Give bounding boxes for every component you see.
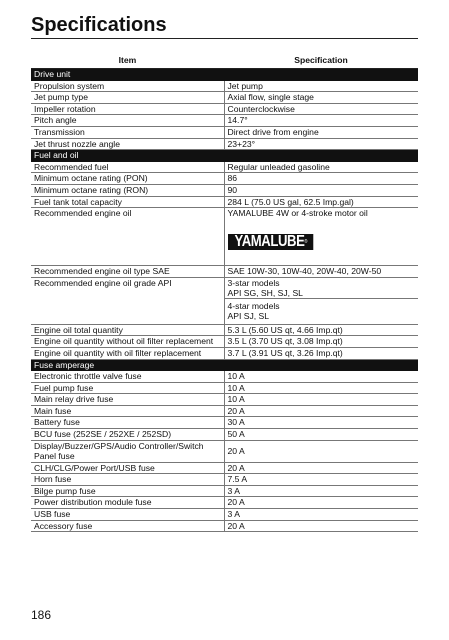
section-title: Fuse amperage (31, 359, 418, 371)
table-row (31, 115, 418, 127)
table-row (31, 196, 418, 208)
spec-item: Main fuse (31, 405, 224, 417)
oil-grade-line: 3-star models (227, 277, 280, 288)
spec-value-oil-grade (224, 277, 418, 324)
spec-value: YAMALUBE 4W or 4-stroke motor oil (227, 208, 368, 219)
table-row (31, 462, 418, 474)
spec-item-display-fuse (31, 440, 224, 462)
spec-item: Fuel pump fuse (31, 382, 224, 394)
table-row (31, 429, 418, 441)
table-row (31, 509, 418, 521)
spec-value: Counterclockwise (224, 103, 418, 115)
table-row (31, 394, 418, 406)
spec-item: Impeller rotation (31, 103, 224, 115)
table-row-oil-grade (31, 277, 418, 324)
oil-grade-line: 4-star models (227, 300, 280, 311)
spec-item: Transmission (31, 126, 224, 138)
table-row (31, 405, 418, 417)
section-title: Drive unit (31, 69, 418, 81)
table-row (31, 184, 418, 196)
table-row (31, 80, 418, 92)
spec-value: 86 (224, 173, 418, 185)
spec-value: 14.7° (224, 115, 418, 127)
spec-item: Power distribution module fuse (31, 497, 224, 509)
spec-item: Propulsion system (31, 80, 224, 92)
table-row (31, 382, 418, 394)
spec-item: Recommended engine oil grade API (31, 277, 224, 324)
oil-grade-3star (225, 278, 419, 299)
spec-item: Battery fuse (31, 417, 224, 429)
spec-value: 3 A (224, 485, 418, 497)
spec-value: 5.3 L (5.60 US qt, 4.66 Imp.qt) (224, 324, 418, 336)
table-row-engine-oil (31, 208, 418, 266)
spec-value: 10 A (224, 394, 418, 406)
spec-item: Jet thrust nozzle angle (31, 138, 224, 150)
spec-item: Recommended engine oil (31, 208, 224, 266)
spec-item: USB fuse (31, 509, 224, 521)
table-row (31, 173, 418, 185)
section-drive-unit (31, 69, 418, 81)
spec-item: Jet pump type (31, 92, 224, 104)
yamalube-logo-text: YAMALUBE (234, 233, 304, 251)
oil-grade-4star (225, 299, 419, 321)
spec-item: Electronic throttle valve fuse (31, 371, 224, 383)
spec-item: Main relay drive fuse (31, 394, 224, 406)
spec-item: Fuel tank total capacity (31, 196, 224, 208)
spec-item: Engine oil quantity without oil filter replacement (31, 336, 224, 348)
table-row (31, 336, 418, 348)
title-rule (31, 38, 418, 39)
section-title: Fuel and oil (31, 150, 418, 162)
table-row (31, 324, 418, 336)
spec-value: Regular unleaded gasoline (224, 161, 418, 173)
table-row (31, 92, 418, 104)
spec-value: 10 A (224, 371, 418, 383)
spec-item: Minimum octane rating (PON) (31, 173, 224, 185)
table-header-row (31, 52, 418, 69)
spec-item: Horn fuse (31, 474, 224, 486)
spec-value: Direct drive from engine (224, 126, 418, 138)
spec-item-line: Panel fuse (34, 450, 75, 461)
table-row (31, 474, 418, 486)
spec-value: 50 A (224, 429, 418, 441)
spec-item: Accessory fuse (31, 520, 224, 532)
oil-grade-line: API SG, SH, SJ, SL (227, 287, 303, 298)
spec-value: 3.7 L (3.91 US qt, 3.26 Imp.qt) (224, 347, 418, 359)
spec-value: 3.5 L (3.70 US qt, 3.08 Imp.qt) (224, 336, 418, 348)
spec-value: 20 A (224, 440, 418, 462)
table-row (31, 266, 418, 278)
spec-item: Recommended engine oil type SAE (31, 266, 224, 278)
yamalube-logo: YAMALUBE® (228, 234, 314, 250)
spec-value: 30 A (224, 417, 418, 429)
table-row (31, 497, 418, 509)
spec-value: 3 A (224, 509, 418, 521)
table-row (31, 161, 418, 173)
section-fuse-amperage (31, 359, 418, 371)
oil-grade-line: API SJ, SL (227, 310, 270, 321)
spec-value: 7.5 A (224, 474, 418, 486)
table-row (31, 371, 418, 383)
table-row (31, 103, 418, 115)
spec-item: CLH/CLG/Power Port/USB fuse (31, 462, 224, 474)
table-row-display-fuse (31, 440, 418, 462)
spec-item: Engine oil total quantity (31, 324, 224, 336)
spec-item: Recommended fuel (31, 161, 224, 173)
spec-item: Bilge pump fuse (31, 485, 224, 497)
section-fuel-and-oil (31, 150, 418, 162)
page-title: Specifications (31, 14, 167, 36)
table-row (31, 520, 418, 532)
spec-table (31, 52, 418, 532)
spec-value: 20 A (224, 497, 418, 509)
spec-value: 20 A (224, 462, 418, 474)
table-row (31, 417, 418, 429)
spec-value: 20 A (224, 405, 418, 417)
spec-value: Jet pump (224, 80, 418, 92)
table-row (31, 126, 418, 138)
spec-item: Engine oil quantity with oil filter replacement (31, 347, 224, 359)
table-row (31, 485, 418, 497)
table-row (31, 347, 418, 359)
spec-value: 20 A (224, 520, 418, 532)
spec-value: SAE 10W-30, 10W-40, 20W-40, 20W-50 (224, 266, 418, 278)
spec-item: Minimum octane rating (RON) (31, 184, 224, 196)
page-number: 186 (31, 608, 52, 622)
spec-value: Axial flow, single stage (224, 92, 418, 104)
header-specification: Specification (224, 52, 418, 69)
spec-item: BCU fuse (252SE / 252XE / 252SD) (31, 429, 224, 441)
spec-value: 10 A (224, 382, 418, 394)
spec-item-line: Display/Buzzer/GPS/Audio Controller/Switch (34, 440, 204, 451)
table-row (31, 138, 418, 150)
spec-value: 23+23° (224, 138, 418, 150)
header-item: Item (31, 52, 224, 69)
spec-value-engine-oil (224, 208, 418, 266)
spec-item: Pitch angle (31, 115, 224, 127)
spec-value: 284 L (75.0 US gal, 62.5 Imp.gal) (224, 196, 418, 208)
spec-value: 90 (224, 184, 418, 196)
